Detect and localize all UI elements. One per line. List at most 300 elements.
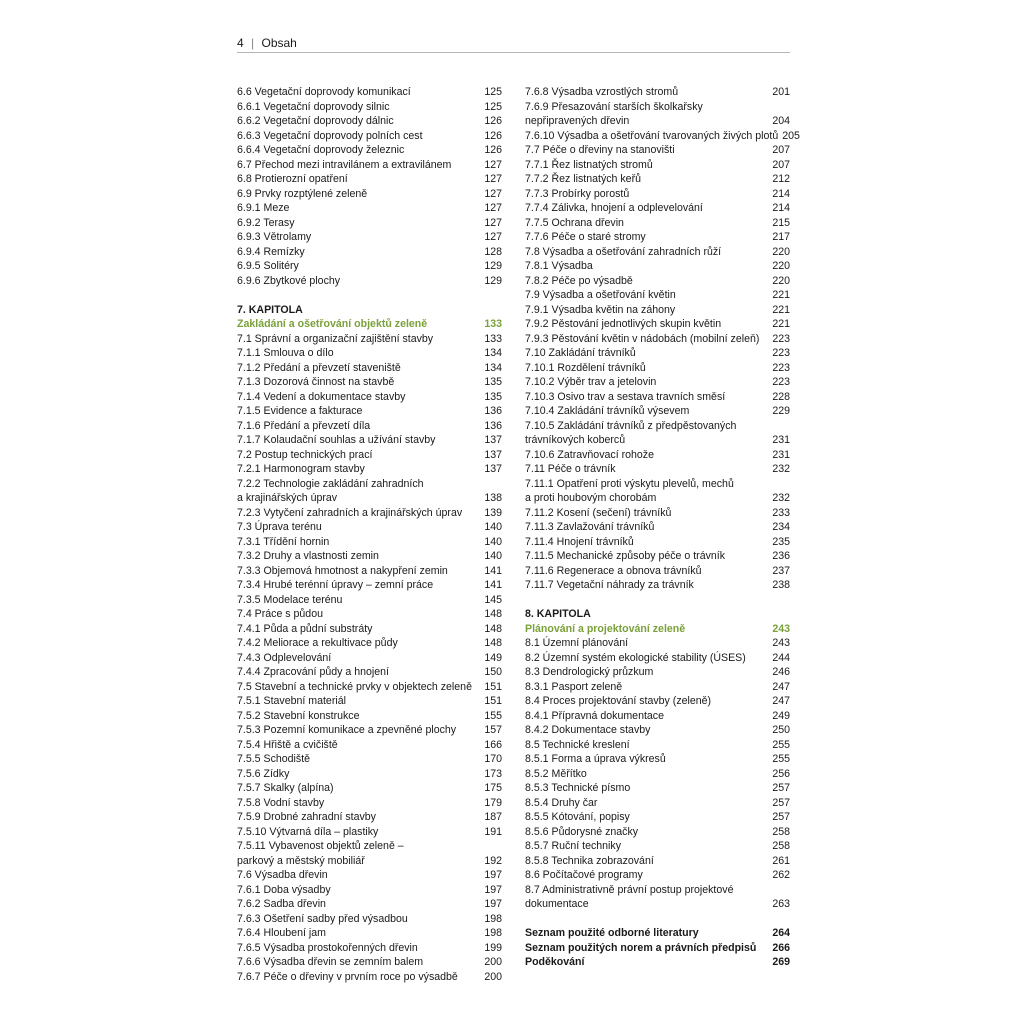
toc-entry bbox=[525, 839, 790, 854]
toc-entry bbox=[237, 375, 502, 390]
toc-entry-page: 197 bbox=[484, 883, 502, 896]
section-gap bbox=[525, 593, 790, 608]
toc-entry bbox=[237, 665, 502, 680]
toc-entry bbox=[237, 506, 502, 521]
toc-entry bbox=[237, 114, 502, 129]
toc-entry-page: 138 bbox=[484, 492, 502, 504]
toc-entry-page: 214 bbox=[772, 202, 790, 214]
toc-entry-page: 215 bbox=[772, 216, 790, 229]
toc-entry-title: 7.11.4 Hnojení trávníků bbox=[525, 535, 634, 548]
toc-entry-page: 126 bbox=[484, 129, 502, 142]
toc-entry bbox=[237, 361, 502, 376]
toc-entry-title: 8.2 Územní systém ekologické stability (ÚSES) bbox=[525, 651, 746, 664]
toc-entry-title: 7.8.2 Péče po výsadbě bbox=[525, 274, 633, 287]
toc-entry-title: 7.3.2 Druhy a vlastnosti zemin bbox=[237, 550, 379, 562]
toc-entry bbox=[237, 462, 502, 477]
toc-entry-title: Seznam použitých norem a právních předpisů bbox=[525, 941, 757, 954]
toc-entry-page: 170 bbox=[484, 753, 502, 765]
toc-entry-page: 257 bbox=[772, 782, 790, 794]
toc-entry bbox=[525, 448, 790, 463]
toc-entry-title: 7.4 Práce s půdou bbox=[237, 608, 323, 620]
toc-entry-title: 7.6.1 Doba výsadby bbox=[237, 883, 331, 896]
toc-entry-page: 192 bbox=[484, 854, 502, 867]
toc-entry-title: 7.4.3 Odplevelování bbox=[237, 651, 332, 664]
toc-entry-title: 6.6.2 Vegetační doprovody dálnic bbox=[237, 115, 394, 127]
toc-entry-title: 7.11 Péče o trávník bbox=[525, 463, 616, 475]
toc-entry-page: 148 bbox=[484, 637, 502, 649]
toc-entry-title: 7.11.5 Mechanické způsoby péče o trávník bbox=[525, 550, 726, 562]
toc-entry-page: 149 bbox=[484, 651, 502, 664]
toc-entry-title: 8.4.2 Dokumentace stavby bbox=[525, 724, 651, 736]
toc-entry-page: 207 bbox=[772, 144, 790, 156]
toc-entry bbox=[237, 854, 502, 869]
toc-entry-page: 220 bbox=[772, 260, 790, 272]
toc-entry-page: 261 bbox=[772, 854, 790, 867]
toc-entry-page: 140 bbox=[484, 521, 502, 533]
toc-entry-page: 204 bbox=[772, 115, 790, 127]
toc-entry-page: 140 bbox=[484, 550, 502, 562]
toc-entry-title: 8.3.1 Pasport zeleně bbox=[525, 680, 623, 693]
toc-entry-title: 6.9.6 Zbytkové plochy bbox=[237, 274, 341, 287]
toc-entry-page: 187 bbox=[484, 811, 502, 823]
toc-entry-title: 7.5.5 Schodiště bbox=[237, 753, 311, 765]
toc-entry-page: 221 bbox=[772, 318, 790, 330]
toc-entry bbox=[525, 549, 790, 564]
toc-entry bbox=[525, 665, 790, 680]
toc-entry-title: 6.9.2 Terasy bbox=[237, 216, 295, 229]
toc-entry-title: 8.5.5 Kótování, popisy bbox=[525, 811, 630, 823]
toc-entry-page: 228 bbox=[772, 390, 790, 403]
toc-entry-title: 7.10.5 Zakládání trávníků z předpěstovaných bbox=[525, 419, 737, 432]
toc-entry bbox=[237, 346, 502, 361]
toc-entry-page: 205 bbox=[782, 129, 800, 142]
toc-entry bbox=[525, 883, 790, 898]
toc-entry-page: 127 bbox=[484, 187, 502, 200]
toc-entry bbox=[237, 593, 502, 608]
chapter-title-entry bbox=[525, 622, 790, 637]
section-gap bbox=[525, 912, 790, 927]
toc-entry bbox=[525, 390, 790, 405]
toc-entry-title: 6.6.4 Vegetační doprovody železnic bbox=[237, 144, 405, 156]
toc-entry-page: 223 bbox=[772, 361, 790, 374]
toc-entry bbox=[525, 288, 790, 303]
toc-entry bbox=[525, 100, 790, 115]
toc-entry bbox=[237, 129, 502, 144]
toc-entry bbox=[237, 578, 502, 593]
toc-entry-page: 166 bbox=[484, 738, 502, 751]
toc-entry-page: 148 bbox=[484, 608, 502, 620]
toc-entry-title: 7.11.1 Opatření proti výskytu plevelů, mechů bbox=[525, 477, 734, 490]
toc-entry bbox=[237, 143, 502, 158]
toc-entry-page bbox=[786, 477, 790, 492]
toc-entry-title: 7.11.7 Vegetační náhrady za trávník bbox=[525, 579, 694, 591]
toc-entry bbox=[525, 332, 790, 347]
toc-entry-page bbox=[786, 419, 790, 434]
toc-entry-page bbox=[498, 839, 502, 854]
toc-entry bbox=[525, 680, 790, 695]
toc-entry-page: 257 bbox=[772, 796, 790, 809]
toc-entry-title: 7.5.6 Zídky bbox=[237, 767, 290, 780]
toc-entry-title: 7.5.10 Výtvarná díla – plastiky bbox=[237, 825, 379, 838]
toc-entry bbox=[237, 970, 502, 985]
toc-entry-page: 255 bbox=[772, 738, 790, 751]
toc-entry-page: 231 bbox=[772, 448, 790, 461]
toc-entry bbox=[237, 477, 502, 492]
toc-entry bbox=[525, 578, 790, 593]
toc-entry-title: 7.4.2 Meliorace a rekultivace půdy bbox=[237, 637, 398, 649]
toc-entry bbox=[525, 636, 790, 651]
toc-entry-page: 127 bbox=[484, 158, 502, 171]
toc-entry bbox=[237, 941, 502, 956]
toc-entry-page: 137 bbox=[484, 463, 502, 475]
toc-entry-title: 8.5.7 Ruční techniky bbox=[525, 840, 621, 852]
toc-entry-title: 8.5 Technické kreslení bbox=[525, 738, 630, 751]
toc-entry-page: 243 bbox=[772, 622, 790, 635]
toc-entry-page: 173 bbox=[484, 767, 502, 780]
toc-entry-page: 214 bbox=[772, 187, 790, 200]
toc-right-column bbox=[525, 85, 800, 970]
toc-entry-title: 8.3 Dendrologický průzkum bbox=[525, 666, 654, 678]
toc-entry-title: 7.11.3 Zavlažování trávníků bbox=[525, 521, 655, 533]
toc-entry-title: 6.9.1 Meze bbox=[237, 202, 290, 214]
toc-entry-page: 151 bbox=[484, 680, 502, 693]
toc-entry-title: 7.11.6 Regenerace a obnova trávníků bbox=[525, 564, 702, 577]
toc-entry-page: 233 bbox=[772, 506, 790, 519]
toc-entry bbox=[237, 912, 502, 927]
toc-entry-page: 262 bbox=[772, 869, 790, 881]
toc-entry-page: 247 bbox=[772, 680, 790, 693]
toc-entry-title: 7.5.11 Vybavenost objektů zeleně – bbox=[237, 840, 404, 852]
toc-left-column bbox=[237, 85, 502, 984]
toc-entry-title: 7.1.7 Kolaudační souhlas a užívání stavby bbox=[237, 434, 436, 446]
toc-entry bbox=[237, 636, 502, 651]
toc-entry-page: 135 bbox=[484, 390, 502, 403]
toc-entry-page: 175 bbox=[484, 782, 502, 794]
toc-entry bbox=[525, 303, 790, 318]
toc-entry-page: 134 bbox=[484, 361, 502, 374]
toc-entry-page: 257 bbox=[772, 811, 790, 823]
toc-entry bbox=[525, 796, 790, 811]
toc-entry-page: 246 bbox=[772, 666, 790, 678]
toc-entry bbox=[237, 752, 502, 767]
toc-entry-title: 7.2.2 Technologie zakládání zahradních bbox=[237, 477, 424, 490]
toc-entry-page: 127 bbox=[484, 202, 502, 214]
toc-entry-title: 7.6.4 Hloubení jam bbox=[237, 927, 326, 939]
toc-entry-title: 7.2.3 Vytyčení zahradních a krajinářských úprav bbox=[237, 506, 463, 519]
toc-entry-page: 250 bbox=[772, 724, 790, 736]
toc-entry-title: 7.6.6 Výsadba dřevin se zemním balem bbox=[237, 956, 424, 968]
header-title: Obsah bbox=[261, 36, 297, 50]
toc-entry-title: 6.7 Přechod mezi intravilánem a extravilánem bbox=[237, 158, 452, 171]
toc-entry-page: 155 bbox=[484, 709, 502, 722]
toc-entry-page: 129 bbox=[484, 260, 502, 272]
toc-entry-page: 264 bbox=[772, 927, 790, 939]
toc-entry bbox=[237, 868, 502, 883]
toc-entry-title: 6.6.1 Vegetační doprovody silnic bbox=[237, 100, 390, 113]
toc-entry bbox=[237, 274, 502, 289]
toc-entry-title: 7.3.1 Třídění hornin bbox=[237, 535, 330, 548]
toc-entry bbox=[237, 520, 502, 535]
toc-entry-page: 199 bbox=[484, 941, 502, 954]
toc-entry-page: 220 bbox=[772, 245, 790, 258]
toc-entry-page: 136 bbox=[484, 419, 502, 432]
toc-entry-page bbox=[498, 477, 502, 492]
toc-entry bbox=[525, 520, 790, 535]
toc-entry-page: 127 bbox=[484, 231, 502, 243]
toc-entry-page: 179 bbox=[484, 796, 502, 809]
toc-entry-page: 126 bbox=[484, 115, 502, 127]
toc-entry bbox=[237, 404, 502, 419]
toc-entry-title: 8.5.1 Forma a úprava výkresů bbox=[525, 753, 666, 765]
toc-entry bbox=[525, 375, 790, 390]
toc-entry-page: 126 bbox=[484, 144, 502, 156]
toc-entry bbox=[237, 172, 502, 187]
toc-entry-title: 7.6 Výsadba dřevin bbox=[237, 869, 328, 881]
toc-entry-title: 7.9 Výsadba a ošetřování květin bbox=[525, 289, 676, 301]
toc-entry bbox=[237, 201, 502, 216]
toc-entry-title: Seznam použité odborné literatury bbox=[525, 927, 699, 939]
toc-entry-title: 7.6.5 Výsadba prostokořenných dřevin bbox=[237, 941, 418, 954]
toc-entry-title: 7.5 Stavební a technické prvky v objektech zeleně bbox=[237, 680, 472, 693]
toc-entry bbox=[525, 781, 790, 796]
toc-entry-title: 7.9.1 Výsadba květin na záhony bbox=[525, 303, 676, 316]
toc-entry bbox=[525, 868, 790, 883]
toc-entry bbox=[237, 607, 502, 622]
toc-entry-title: 7.6.9 Přesazování starších školkařsky bbox=[525, 100, 703, 113]
toc-entry-page: 200 bbox=[484, 970, 502, 983]
toc-entry-title: 7.7.1 Řez listnatých stromů bbox=[525, 158, 653, 171]
toc-entry bbox=[237, 158, 502, 173]
toc-entry-page: 247 bbox=[772, 695, 790, 707]
toc-entry-page: 139 bbox=[484, 506, 502, 519]
toc-entry bbox=[525, 462, 790, 477]
toc-entry-title: 7.5.3 Pozemní komunikace a zpevněné plochy bbox=[237, 724, 457, 736]
toc-entry-title: 7.10.3 Osivo trav a sestava travních směsí bbox=[525, 390, 726, 403]
chapter-heading: 8. KAPITOLA bbox=[525, 608, 591, 620]
toc-entry bbox=[237, 810, 502, 825]
toc-entry-title: 7.1.6 Předání a převzetí díla bbox=[237, 419, 371, 432]
toc-entry-page: 127 bbox=[484, 173, 502, 185]
page-header bbox=[237, 36, 790, 53]
toc-entry-title: 7.7.3 Probírky porostů bbox=[525, 187, 630, 200]
toc-entry bbox=[237, 491, 502, 506]
toc-entry-title: Poděkování bbox=[525, 956, 585, 968]
toc-entry-title: 6.6.3 Vegetační doprovody polních cest bbox=[237, 129, 423, 142]
toc-entry-title: Zakládání a ošetřování objektů zeleně bbox=[237, 318, 428, 330]
toc-entry-title: 7.10.4 Zakládání trávníků výsevem bbox=[525, 405, 690, 417]
toc-entry-title: 7.5.8 Vodní stavby bbox=[237, 796, 325, 809]
toc-entry-page: 234 bbox=[772, 521, 790, 533]
toc-entry-page: 212 bbox=[772, 173, 790, 185]
toc-entry bbox=[237, 448, 502, 463]
toc-entry-title: 8.5.6 Půdorysné značky bbox=[525, 825, 639, 838]
toc-entry bbox=[525, 361, 790, 376]
toc-entry-title: 7.3.3 Objemová hmotnost a nakypření zemin bbox=[237, 564, 448, 577]
toc-entry-title: 8.4 Proces projektování stavby (zeleně) bbox=[525, 695, 712, 707]
toc-entry-title: 8.6 Počítačové programy bbox=[525, 869, 643, 881]
toc-entry bbox=[525, 752, 790, 767]
toc-entry bbox=[525, 245, 790, 260]
toc-entry bbox=[237, 897, 502, 912]
toc-entry-page: 200 bbox=[484, 956, 502, 968]
toc-entry bbox=[525, 955, 790, 970]
toc-entry bbox=[237, 390, 502, 405]
toc-entry-title: 8.5.8 Technika zobrazování bbox=[525, 854, 654, 867]
toc-entry-page: 134 bbox=[484, 347, 502, 359]
toc-entry-page: 229 bbox=[772, 405, 790, 417]
toc-entry bbox=[237, 694, 502, 709]
toc-entry-page: 197 bbox=[484, 869, 502, 881]
header-separator: | bbox=[251, 36, 255, 50]
toc-entry bbox=[525, 897, 790, 912]
toc-entry-title: 7.4.1 Půda a půdní substráty bbox=[237, 622, 373, 635]
toc-entry bbox=[525, 723, 790, 738]
chapter-title-entry bbox=[237, 317, 502, 332]
toc-entry-page: 258 bbox=[772, 825, 790, 838]
toc-entry-page: 148 bbox=[484, 622, 502, 635]
toc-entry bbox=[525, 926, 790, 941]
toc-entry bbox=[237, 738, 502, 753]
toc-entry-page: 256 bbox=[772, 767, 790, 780]
toc-entry bbox=[237, 622, 502, 637]
toc-entry-page: 269 bbox=[772, 956, 790, 968]
toc-entry bbox=[237, 839, 502, 854]
toc-entry-title: 7.1.4 Vedení a dokumentace stavby bbox=[237, 390, 406, 403]
toc-entry bbox=[525, 187, 790, 202]
toc-entry bbox=[237, 709, 502, 724]
toc-entry-title: a krajinářských úprav bbox=[237, 492, 338, 504]
section-gap bbox=[237, 288, 502, 303]
toc-entry-page: 141 bbox=[484, 579, 502, 591]
toc-entry-page: 157 bbox=[484, 724, 502, 736]
toc-entry-page: 237 bbox=[772, 564, 790, 577]
toc-entry bbox=[237, 187, 502, 202]
toc-entry-page: 223 bbox=[772, 332, 790, 345]
toc-entry-page: 231 bbox=[772, 434, 790, 446]
toc-entry-title: 7.8.1 Výsadba bbox=[525, 260, 593, 272]
toc-entry-page bbox=[786, 883, 790, 898]
toc-entry bbox=[237, 651, 502, 666]
toc-entry-title: 7.8 Výsadba a ošetřování zahradních růží bbox=[525, 245, 722, 258]
toc-entry-title: trávníkových koberců bbox=[525, 434, 626, 446]
toc-entry-page: 135 bbox=[484, 376, 502, 388]
toc-entry bbox=[525, 158, 790, 173]
toc-entry-title: 6.8 Protierozní opatření bbox=[237, 173, 348, 185]
toc-entry-title: 7.5.2 Stavební konstrukce bbox=[237, 709, 360, 722]
toc-entry-title: 8.5.4 Druhy čar bbox=[525, 796, 598, 809]
toc-entry-title: 7.3.5 Modelace terénu bbox=[237, 593, 343, 606]
toc-entry-title: 7.5.1 Stavební materiál bbox=[237, 695, 346, 707]
toc-entry-title: 6.9.3 Větrolamy bbox=[237, 231, 312, 243]
toc-entry bbox=[237, 883, 502, 898]
toc-entry-title: 7.6.2 Sadba dřevin bbox=[237, 898, 326, 910]
toc-entry bbox=[525, 216, 790, 231]
toc-entry-page: 133 bbox=[484, 318, 502, 330]
toc-entry-page: 136 bbox=[484, 405, 502, 417]
toc-entry bbox=[237, 259, 502, 274]
toc-entry bbox=[525, 941, 790, 956]
toc-entry bbox=[525, 651, 790, 666]
toc-entry-page: 137 bbox=[484, 448, 502, 461]
toc-entry bbox=[237, 100, 502, 115]
toc-entry-title: 7.7.6 Péče o staré stromy bbox=[525, 231, 646, 243]
toc-entry bbox=[237, 564, 502, 579]
toc-entry-page: 266 bbox=[772, 941, 790, 954]
toc-entry-page: 140 bbox=[484, 535, 502, 548]
toc-entry-page: 128 bbox=[484, 245, 502, 258]
toc-entry-title: 6.6 Vegetační doprovody komunikací bbox=[237, 86, 411, 98]
toc-entry bbox=[237, 433, 502, 448]
toc-entry bbox=[525, 810, 790, 825]
toc-entry-title: parkový a městský mobiliář bbox=[237, 854, 365, 867]
toc-entry-page: 258 bbox=[772, 840, 790, 852]
toc-entry bbox=[237, 216, 502, 231]
toc-entry bbox=[525, 535, 790, 550]
toc-entry-title: 7.9.3 Pěstování květin v nádobách (mobilní zeleň) bbox=[525, 332, 760, 345]
toc-entry bbox=[525, 767, 790, 782]
toc-entry bbox=[525, 346, 790, 361]
toc-entry-title: 7.2 Postup technických prací bbox=[237, 448, 373, 461]
page-number: 4 bbox=[237, 36, 244, 50]
toc-entry-page: 236 bbox=[772, 550, 790, 562]
toc-entry-title: 8.4.1 Přípravná dokumentace bbox=[525, 709, 664, 722]
toc-entry-page: 137 bbox=[484, 434, 502, 446]
toc-entry-title: 6.9 Prvky rozptýlené zeleně bbox=[237, 187, 368, 200]
toc-entry-title: 8.5.3 Technické písmo bbox=[525, 782, 631, 794]
toc-entry bbox=[525, 709, 790, 724]
toc-entry-title: 7.3.4 Hrubé terénní úpravy – zemní práce bbox=[237, 579, 434, 591]
toc-entry-page: 129 bbox=[484, 274, 502, 287]
toc-entry-title: 7.7.4 Zálivka, hnojení a odplevelování bbox=[525, 202, 703, 214]
toc-entry-title: 7.5.9 Drobné zahradní stavby bbox=[237, 811, 376, 823]
toc-entry bbox=[525, 172, 790, 187]
toc-entry bbox=[525, 85, 790, 100]
toc-entry-title: 7.7 Péče o dřeviny na stanovišti bbox=[525, 144, 675, 156]
toc-entry-title: 6.9.5 Solitéry bbox=[237, 260, 299, 272]
toc-entry-page: 198 bbox=[484, 927, 502, 939]
toc-entry bbox=[525, 854, 790, 869]
toc-entry-page: 133 bbox=[484, 332, 502, 345]
toc-entry-title: 7.6.7 Péče o dřeviny v prvním roce po výsadbě bbox=[237, 970, 458, 983]
toc-entry-title: 8.1 Územní plánování bbox=[525, 637, 629, 649]
toc-entry bbox=[525, 491, 790, 506]
toc-entry-page: 244 bbox=[772, 651, 790, 664]
toc-entry-page: 217 bbox=[772, 231, 790, 243]
toc-entry-page: 223 bbox=[772, 376, 790, 388]
toc-entry bbox=[525, 230, 790, 245]
toc-entry bbox=[525, 694, 790, 709]
toc-entry bbox=[237, 535, 502, 550]
toc-entry bbox=[237, 230, 502, 245]
toc-entry-title: 7.11.2 Kosení (sečení) trávníků bbox=[525, 506, 672, 519]
toc-entry bbox=[237, 549, 502, 564]
toc-entry-title: 7.1.1 Smlouva o dílo bbox=[237, 347, 334, 359]
toc-entry-page: 125 bbox=[484, 86, 502, 98]
toc-entry-page: 145 bbox=[484, 593, 502, 606]
toc-entry-page: 220 bbox=[772, 274, 790, 287]
toc-entry-page: 125 bbox=[484, 100, 502, 113]
toc-entry-title: 7.10.1 Rozdělení trávníků bbox=[525, 361, 646, 374]
toc-entry-title: 8.5.2 Měřítko bbox=[525, 767, 587, 780]
toc-entry-page: 207 bbox=[772, 158, 790, 171]
toc-entry-title: 7.1 Správní a organizační zajištění stavby bbox=[237, 332, 434, 345]
toc-entry-page: 263 bbox=[772, 898, 790, 910]
toc-entry-page: 127 bbox=[484, 216, 502, 229]
toc-entry-title: 7.10.6 Zatravňovací rohože bbox=[525, 448, 654, 461]
chapter-heading: 7. KAPITOLA bbox=[237, 303, 303, 316]
toc-entry-page: 191 bbox=[484, 825, 502, 838]
toc-entry-title: 7.3 Úprava terénu bbox=[237, 521, 322, 533]
